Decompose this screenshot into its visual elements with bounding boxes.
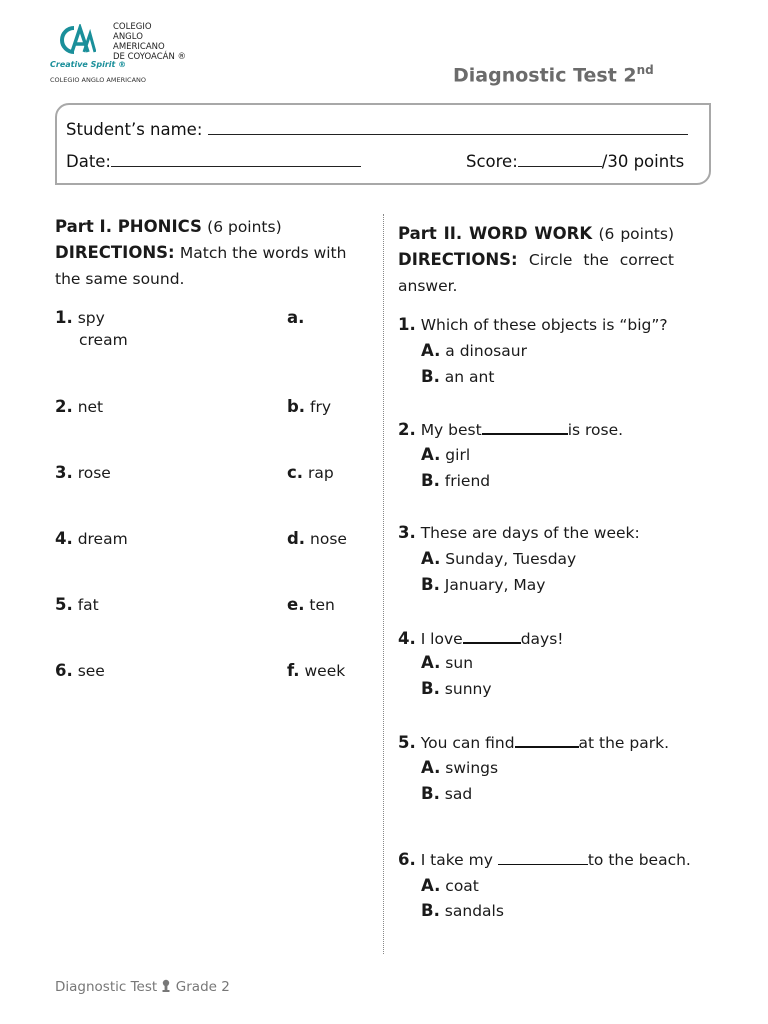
question-3: 3. These are days of the week: [398,523,640,542]
option-6b[interactable]: B. sandals [421,901,504,920]
list-item: e. ten [287,595,335,614]
option-2a[interactable]: A. girl [421,445,471,464]
list-item: 5. fat [55,595,99,614]
list-item: c. rap [287,463,334,482]
option-5a[interactable]: A. swings [421,758,499,777]
logo-text: COLEGIO ANGLO AMERICANO DE COYOACÁN ® [113,22,187,62]
school-logo [48,20,198,90]
student-name-field[interactable]: Student’s name: [66,120,688,139]
question-2: 2. My best is rose. [398,420,624,439]
option-5b[interactable]: B. sad [421,784,473,803]
student-info-box [55,103,711,185]
answer-blank[interactable] [515,732,579,748]
option-2b[interactable]: B. friend [421,471,491,490]
option-4b[interactable]: B. sunny [421,679,492,698]
list-item: 3. rose [55,463,111,482]
option-3b[interactable]: B. January, May [421,575,546,594]
list-item: cream [79,331,128,349]
footer-pin-icon [161,979,171,993]
option-1a[interactable]: A. a dinosaur [421,341,527,360]
score-field[interactable]: Score: /30 points [466,152,685,171]
page-footer: Diagnostic Test Grade 2 [55,979,230,995]
list-item: 1. spy [55,308,105,327]
answer-blank[interactable] [498,850,588,865]
option-6a[interactable]: A. coat [421,876,479,895]
option-4a[interactable]: A. sun [421,653,474,672]
part2-header: Part II. WORD WORK (6 points) DIRECTIONS: Circle the correct answer. [398,224,675,295]
date-field[interactable]: Date: [66,152,361,171]
question-4: 4. I love days! [398,629,564,648]
list-item: 4. dream [55,529,128,548]
part1-header: Part I. PHONICS (6 points) DIRECTIONS: Match the words with the same sound. [55,217,347,288]
question-6: 6. I take my to the beach. [398,850,691,869]
list-item: d. nose [287,529,347,548]
option-1b[interactable]: B. an ant [421,367,495,386]
question-5: 5. You can find at the park. [398,733,670,752]
logo-tagline: Creative Spirit ® [50,60,127,69]
logo-mark-icon [60,24,96,58]
list-item: a. [287,308,305,327]
list-item: 6. see [55,661,105,680]
column-divider [383,214,384,954]
answer-blank[interactable] [463,628,521,644]
option-3a[interactable]: A. Sunday, Tuesday [421,549,577,568]
question-1: 1. Which of these objects is “big”? [398,315,668,334]
list-item: f. week [287,661,346,680]
list-item: 2. net [55,397,104,416]
page-title: Diagnostic Test 2nd [453,63,654,86]
answer-blank[interactable] [482,419,568,435]
list-item: b. fry [287,397,332,416]
logo-small-text: COLEGIO ANGLO AMERICANO [50,76,146,84]
